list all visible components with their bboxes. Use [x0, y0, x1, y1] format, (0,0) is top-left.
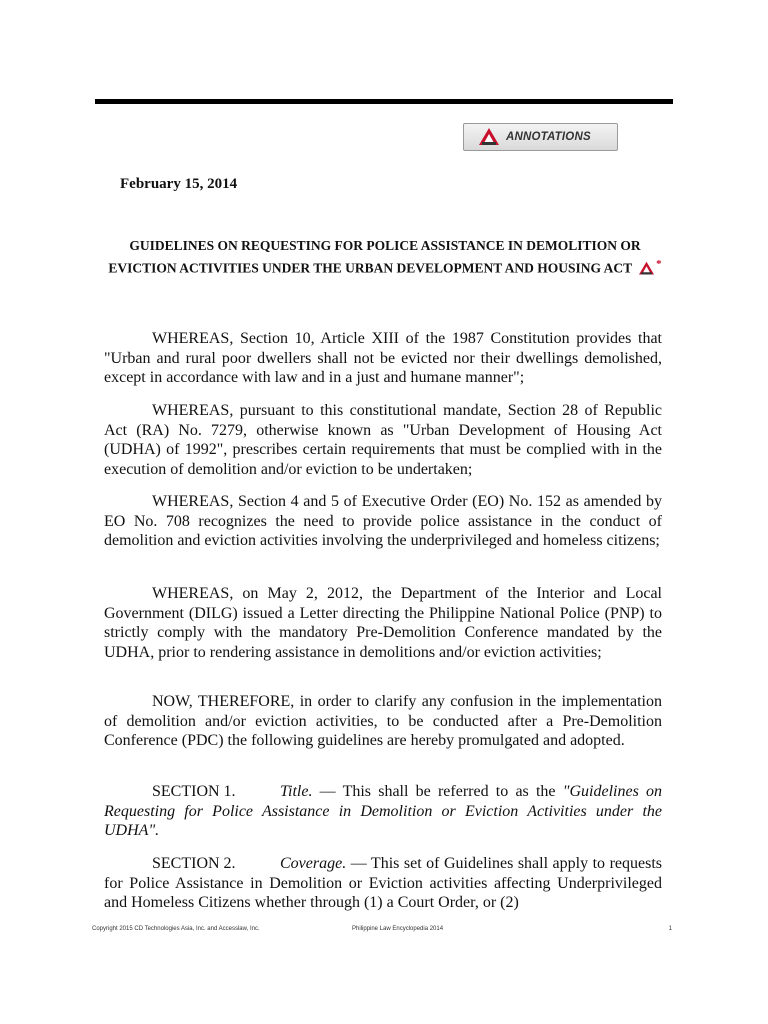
lawphil-logo-icon	[478, 127, 500, 147]
annotation-marker-icon[interactable]	[638, 261, 655, 276]
whereas-paragraph-2: WHEREAS, pursuant to this constitutional mandate, Section 28 of Republic Act (RA) No. 7279, otherwise known as "Urban Development of Housing Act (UDHA) of 1992", prescribes certain requirements that must be complied with in the execution of demolition and/or eviction to be undertaken;	[104, 402, 662, 478]
annotations-label: ANNOTATIONS	[506, 131, 591, 143]
section-1-lead: — This shall be referred to as the	[312, 783, 563, 800]
footnote-marker[interactable]: *	[656, 258, 662, 270]
whereas-paragraph-4: WHEREAS, on May 2, 2012, the Department of the Interior and Local Government (DILG) issued a Letter directing the Philippine National Police (PNP) to strictly comply with the mandatory Pre-Demolition Conference mandated by the UDHA, prior to rendering assistance in demolitions and/or eviction activities;	[104, 585, 662, 661]
section-2-heading: SECTION 2.	[152, 855, 236, 872]
footer-copyright: Copyright 2015 CD Technologies Asia, Inc. and Accesslaw, Inc.	[92, 926, 260, 932]
page-footer	[92, 926, 672, 938]
section-1-quote: "Guidelines on Requesting for Police Assistance in Demolition or Eviction Activities under the UDHA".	[104, 783, 662, 839]
section-1-heading: SECTION 1.	[152, 783, 236, 800]
section-2-label: Coverage.	[280, 855, 347, 872]
document-title	[100, 236, 670, 278]
whereas-paragraph-1: WHEREAS, Section 10, Article XIII of the 1987 Constitution provides that "Urban and rural poor dwellers shall not be evicted nor their dwellings demolished, except in accordance with law and in a just and humane manner";	[104, 330, 662, 386]
header-rule	[95, 99, 673, 104]
section-1-label: Title.	[280, 783, 313, 800]
annotations-button[interactable]	[463, 123, 618, 151]
now-therefore-paragraph: NOW, THEREFORE, in order to clarify any confusion in the implementation of demolition and/or eviction activities, to be conducted after a Pre-Demolition Conference (PDC) the following guidelines are hereby promulgated and adopted.	[104, 693, 662, 749]
section-1-paragraph	[104, 782, 662, 841]
section-2-text: — This set of Guidelines shall apply to requests for Police Assistance in Demolition or Eviction activities affecting Underprivileged and Homeless Citizens whether through (1) a Court Order, or (2)	[104, 855, 662, 911]
document-title-text: GUIDELINES ON REQUESTING FOR POLICE ASSISTANCE IN DEMOLITION OR EVICTION ACTIVITIES UNDER THE URBAN DEVELOPMENT AND HOUSING ACT	[108, 238, 641, 276]
section-2-paragraph	[104, 854, 662, 913]
document-date: February 15, 2014	[120, 176, 238, 192]
footer-page-number: 1	[668, 926, 672, 932]
whereas-paragraph-3: WHEREAS, Section 4 and 5 of Executive Order (EO) No. 152 as amended by EO No. 708 recognizes the need to provide police assistance in the conduct of demolition and eviction activities involving the underprivileged and homeless citizens;	[104, 493, 662, 549]
footer-encyclopedia: Philippine Law Encyclopedia 2014	[352, 926, 444, 932]
